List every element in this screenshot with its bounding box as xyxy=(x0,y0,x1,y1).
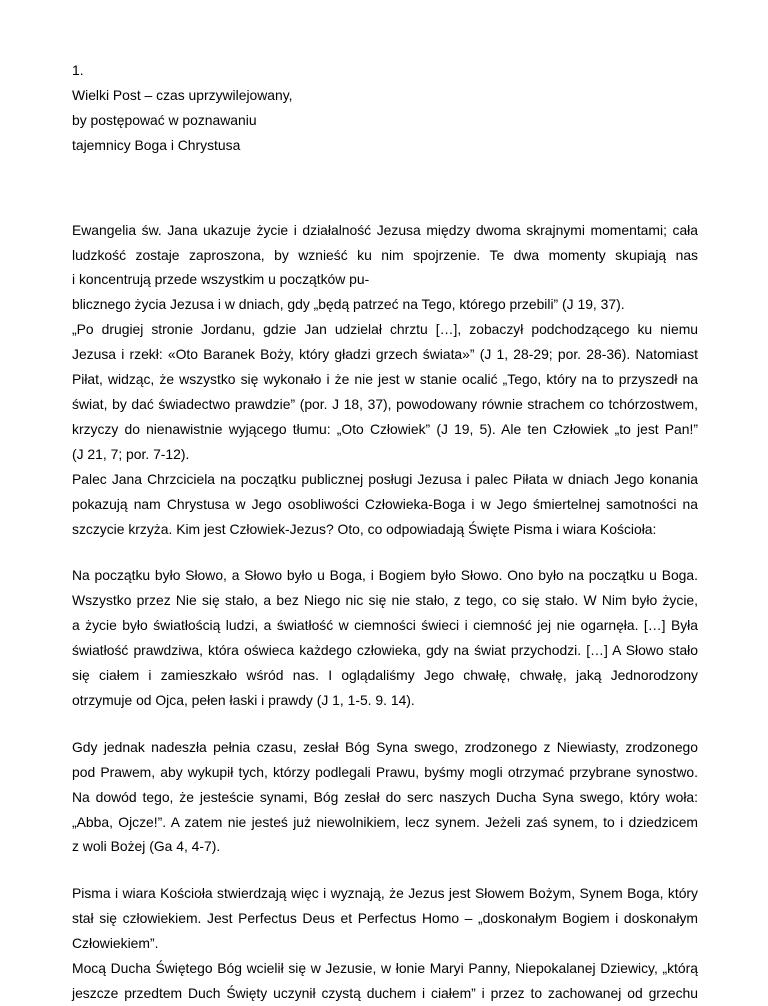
paragraph-4 xyxy=(72,563,698,712)
text-line: pokazują nam Chrystusa w Jego osobliwości Człowieka-Boga i w Jego śmiertelnej samotności na xyxy=(72,495,698,512)
paragraph-3 xyxy=(72,467,698,542)
text-line: Palec Jana Chrzciciela na początku publicznej posługi Jezusa i palec Piłata w dniach Jego konania xyxy=(72,470,698,487)
chapter-title-line-1: Wielki Post – czas uprzywilejowany, xyxy=(72,86,293,103)
text-line: Na dowód tego, że jesteście synami, Bóg zesłał do serc naszych Ducha Syna swego, który woła: xyxy=(72,788,698,805)
text-line: a życie było światłością ludzi, a światłość w ciemności świeci i ciemność jej nie ogarnęła. […] Była xyxy=(72,617,698,634)
text-line: „Po drugiej stronie Jordanu, gdzie Jan udzielał chrztu […], zobaczył podchodzącego ku niemu xyxy=(72,321,698,338)
text-line: Pisma i wiara Kościoła stwierdzają więc i wyznają, że Jezus jest Słowem Bożym, Synem Boga, który xyxy=(72,885,698,902)
text-line: „Abba, Ojcze!”. A zatem nie jesteś już niewolnikiem, lecz synem. Jeżeli zaś synem, to i dziedzicem xyxy=(72,813,698,830)
text-line: Człowiekiem”. xyxy=(72,935,159,952)
document-page xyxy=(72,58,698,1006)
text-line: się ciałem i zamieszkało wśród nas. I oglądaliśmy Jego chwałę, chwałę, jaką Jednorodzony xyxy=(72,667,698,684)
text-line: otrzymuje od Ojca, pełen łaski i prawdy (J 1, 1-5. 9. 14). xyxy=(72,691,415,708)
text-line: szczycie krzyża. Kim jest Człowiek-Jezus? Oto, co odpowiadają Święte Pisma i wiara Kościoła: xyxy=(72,520,657,537)
paragraph-6 xyxy=(72,881,698,956)
paragraph-spacer xyxy=(72,541,698,563)
text-line: Piłat, widząc, że wszystko się wykonało i że nie jest w stanie ocalić „Tego, który na to przyszedł na xyxy=(72,371,698,388)
text-line: z woli Bożej (Ga 4, 4-7). xyxy=(72,838,221,855)
paragraph-5 xyxy=(72,735,698,860)
text-line: pod Prawem, aby wykupił tych, którzy podlegali Prawu, byśmy mogli otrzymać przybrane synostwo. xyxy=(72,763,698,780)
text-line: krzyczy do nienawistnie wyjącego tłumu: „Oto Człowiek” (J 19, 5). Ale ten Człowiek „to jest Pan!” xyxy=(72,420,698,437)
text-line: ludzkość zostaje zaproszona, by wznieść ku nim spojrzenie. Te dwa momenty skupiają nas xyxy=(72,246,698,263)
paragraph-2 xyxy=(72,317,698,466)
chapter-title-line-2: by postępować w poznawaniu xyxy=(72,111,257,128)
paragraph-spacer xyxy=(72,859,698,881)
text-line: światłość prawdziwa, która oświeca każdego człowieka, gdy na świat przychodzi. […] A Słowo stało xyxy=(72,642,698,659)
heading-spacer xyxy=(72,158,698,218)
text-line: Mocą Ducha Świętego Bóg wcielił się w Jezusie, w łonie Maryi Panny, Niepokalanej Dziewicy, „którą xyxy=(72,960,698,977)
chapter-heading xyxy=(72,58,698,158)
text-line: Wszystko przez Nie się stało, a bez Niego nic się nie stało, z tego, co się stało. W Nim było życie, xyxy=(72,592,698,609)
paragraph-1 xyxy=(72,218,698,318)
text-line: Ewangelia św. Jana ukazuje życie i działalność Jezusa między dwoma skrajnymi momentami; cała xyxy=(72,221,698,238)
paragraph-7 xyxy=(72,956,698,1006)
chapter-title-line-3: tajemnicy Boga i Chrystusa xyxy=(72,136,241,153)
text-line: blicznego życia Jezusa i w dniach, gdy „będą patrzeć na Tego, którego przebili” (J 19, 37). xyxy=(72,296,625,313)
text-line: Jezusa i rzekł: «Oto Baranek Boży, który gładzi grzech świata»” (J 1, 28-29; por. 28-36). Natomiast xyxy=(72,346,698,363)
text-line: świat, by dać świadectwo prawdzie” (por. J 18, 37), powodowany równie strachem co tchórzostwem, xyxy=(72,395,698,412)
text-line: (J 21, 7; por. 7-12). xyxy=(72,445,190,462)
text-line: Gdy jednak nadeszła pełnia czasu, zesłał Bóg Syna swego, zrodzonego z Niewiasty, zrodzonego xyxy=(72,738,698,755)
paragraph-spacer xyxy=(72,713,698,735)
text-line: jeszcze przedtem Duch Święty uczynił czystą duchem i ciałem” i przez to zachowanej od grzechu xyxy=(72,985,698,1001)
text-line: stał się człowiekiem. Jest Perfectus Deus et Perfectus Homo – „doskonałym Bogiem i doskonałym xyxy=(72,910,698,927)
text-line: Na początku było Słowo, a Słowo było u Boga, i Bogiem było Słowo. Ono było na początku u Boga. xyxy=(72,567,698,584)
chapter-number: 1. xyxy=(72,62,84,78)
text-line: i koncentrują przede wszystkim u początków pu- xyxy=(72,271,370,288)
